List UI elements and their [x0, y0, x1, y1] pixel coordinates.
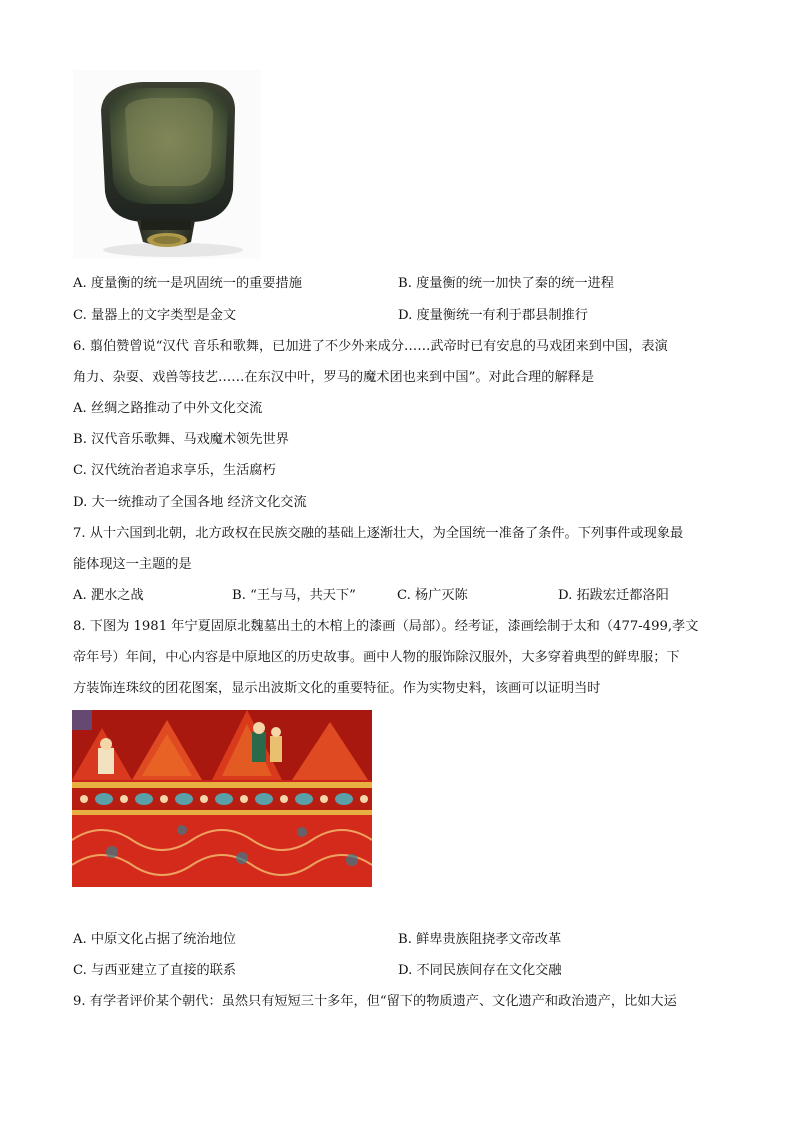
q5-option-d: D. 度量衡统一有利于郡县制推行 — [398, 308, 588, 323]
bronze-measure-vessel-photo — [73, 70, 261, 259]
q7-stem-line-2: 能体现这一主题的是 — [73, 557, 192, 572]
q6-option-d: D. 大一统推动了全国各地 经济文化交流 — [73, 495, 307, 510]
q7-stem-line-1: 7. 从十六国到北朝，北方政权在民族交融的基础上逐渐壮大，为全国统一准备了条件。下列事件或现象最 — [73, 526, 684, 541]
bronze-measure-figure — [73, 70, 261, 259]
q5-option-b: B. 度量衡的统一加快了秦的统一进程 — [398, 276, 614, 291]
q6-option-b: B. 汉代音乐歌舞、马戏魔术领先世界 — [73, 432, 289, 447]
q6-stem-line-1: 6. 翦伯赞曾说“汉代 音乐和歌舞，已加进了不少外来成分……武帝时已有安息的马戏团来到中国，表演 — [73, 339, 668, 354]
q9-stem-line-1: 9. 有学者评价某个朝代：虽然只有短短三十多年，但“留下的物质遗产、文化遗产和政治遗产，比如大运 — [73, 994, 677, 1009]
q7-option-d: D. 拓跋宏迁都洛阳 — [558, 588, 669, 603]
q8-option-d: D. 不同民族间存在文化交融 — [398, 963, 562, 978]
q6-option-a: A. 丝绸之路推动了中外文化交流 — [73, 401, 263, 416]
q8-stem-line-1: 8. 下图为 1981 年宁夏固原北魏墓出土的木棺上的漆画（局部）。经考证，漆画绘制于太和（477-499,孝文 — [73, 619, 699, 634]
q8-option-c: C. 与西亚建立了直接的联系 — [73, 963, 237, 978]
q7-option-a: A. 淝水之战 — [73, 588, 144, 603]
q8-option-a: A. 中原文化占据了统治地位 — [73, 932, 236, 947]
lacquer-painting-photo — [72, 710, 372, 887]
q6-stem-line-2: 角力、杂耍、戏兽等技艺……在东汉中叶，罗马的魔术团也来到中国”。对此合理的解释是 — [73, 370, 595, 385]
q8-stem-line-3: 方装饰连珠纹的团花图案，显示出波斯文化的重要特征。作为实物史料，该画可以证明当时 — [73, 681, 601, 696]
q8-stem-line-2: 帝年号）年间，中心内容是中原地区的历史故事。画中人物的服饰除汉服外，大多穿着典型的鲜卑服；下 — [73, 650, 680, 665]
q5-option-c: C. 量器上的文字类型是金文 — [73, 308, 237, 323]
q5-option-a: A. 度量衡的统一是巩固统一的重要措施 — [73, 276, 302, 291]
q7-option-c: C. 杨广灭陈 — [397, 588, 468, 603]
q8-option-b: B. 鲜卑贵族阻挠孝文帝改革 — [398, 932, 562, 947]
q7-option-b: B. “王与马，共天下” — [232, 588, 356, 603]
q6-option-c: C. 汉代统治者追求享乐，生活腐朽 — [73, 463, 276, 478]
lacquer-painting-figure — [72, 710, 372, 887]
